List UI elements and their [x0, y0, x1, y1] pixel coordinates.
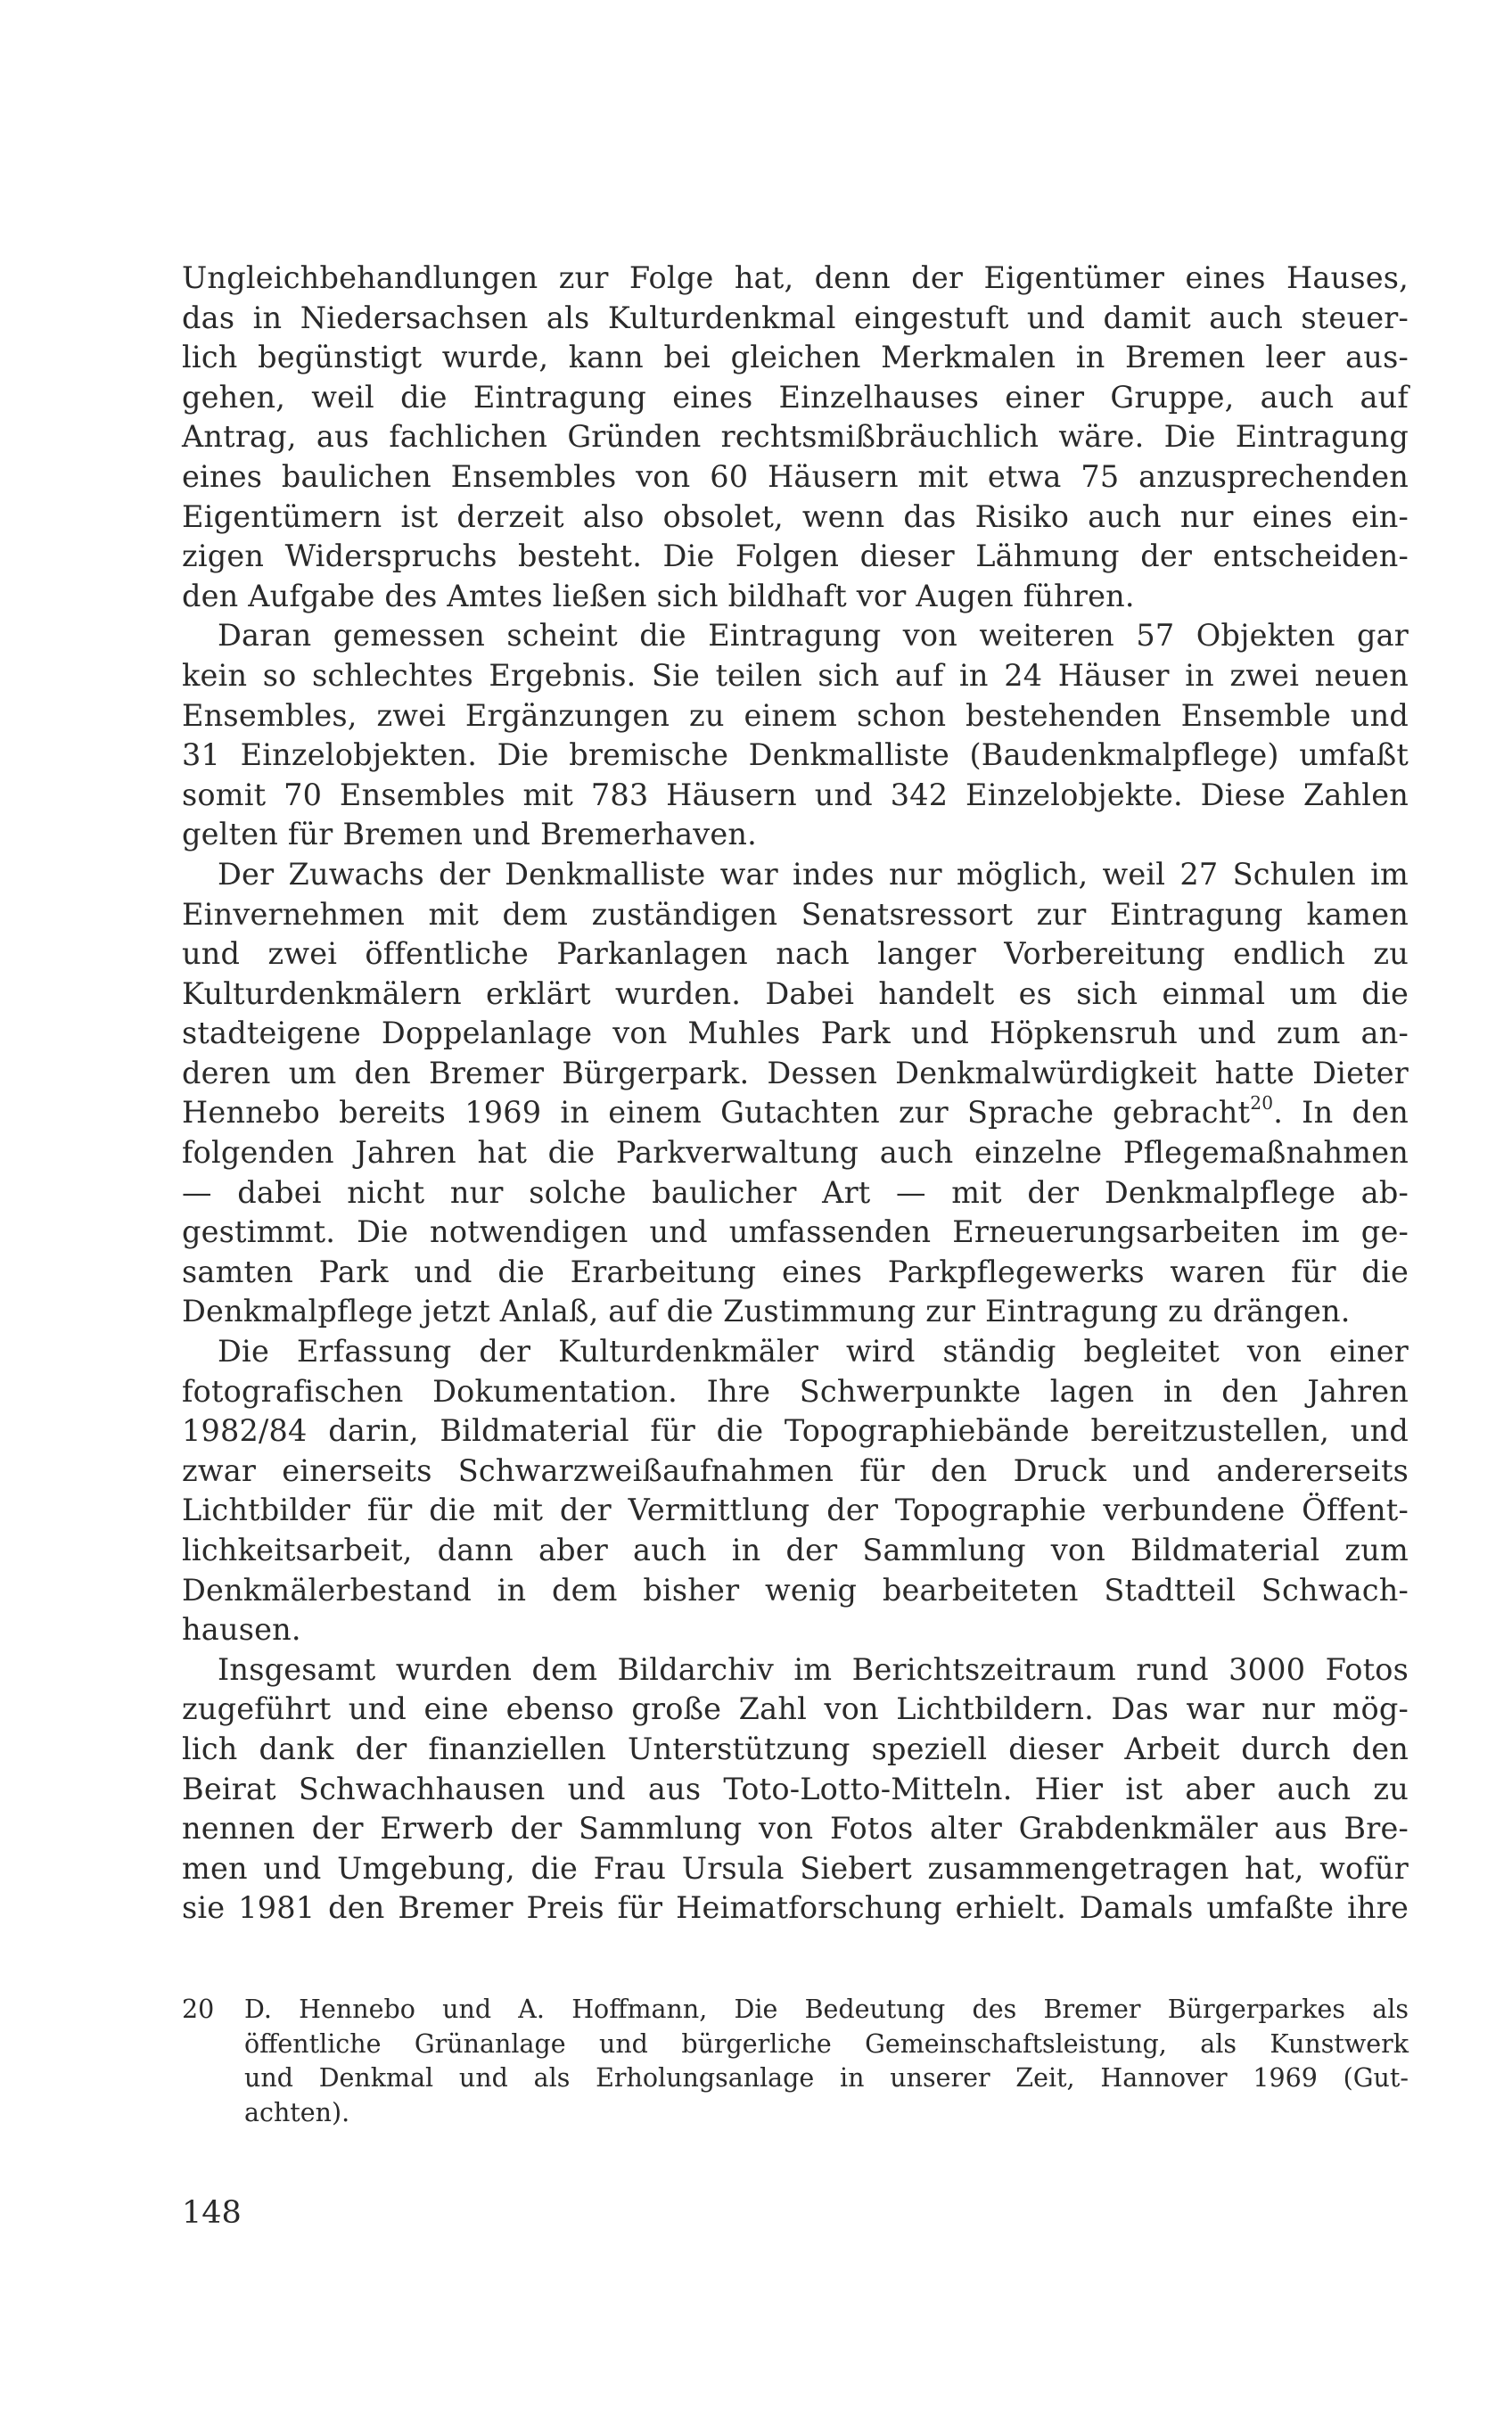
footnote-text [244, 1993, 1409, 2130]
footnotes [182, 1993, 1409, 2130]
text-line [182, 1253, 1409, 1293]
text-line-content: samten Park und die Erarbeitung eines Parkpflegewerks waren für die [182, 1254, 1409, 1289]
text-line [182, 1650, 1409, 1691]
text-line-content: 1982/84 darin, Bildmaterial für die Topographiebände bereitzustellen, und [182, 1413, 1409, 1449]
text-line-continuation: . In den [1273, 1095, 1409, 1131]
text-line-content: Ungleichbehandlungen zur Folge hat, denn der Eigentümer eines Hauses, [182, 260, 1409, 295]
text-line [182, 1491, 1409, 1531]
text-line-content: und zwei öffentliche Parkanlagen nach langer Vorbereitung endlich zu [182, 936, 1409, 972]
text-line-content: lich begünstigt wurde, kann bei gleichen Merkmalen in Bremen leer aus- [182, 340, 1409, 375]
text-line [182, 498, 1409, 538]
text-line-content: Insgesamt wurden dem Bildarchiv im Berichtszeitraum rund 3000 Fotos [218, 1651, 1409, 1687]
text-line [182, 457, 1409, 498]
text-line [182, 299, 1409, 339]
text-line-content: sie 1981 den Bremer Preis für Heimatforschung erhielt. Damals umfaßte ihre [182, 1890, 1409, 1926]
text-line [182, 1213, 1409, 1253]
text-line-content: Einvernehmen mit dem zuständigen Senatsressort zur Eintragung kamen [182, 896, 1409, 932]
text-line-content: fotografischen Dokumentation. Ihre Schwerpunkte lagen in den Jahren [182, 1373, 1409, 1409]
footnote-number: 20 [182, 1995, 215, 2024]
text-line [182, 855, 1409, 895]
text-line-content: — dabei nicht nur solche baulicher Art — mit der Denkmalpflege ab- [182, 1174, 1409, 1210]
text-line-content: folgenden Jahren hat die Parkverwaltung auch einzelne Pflegemaßnahmen [182, 1135, 1409, 1171]
text-line [182, 1292, 1409, 1332]
footnote-reference: 20 [1250, 1092, 1274, 1115]
text-line-content: Daran gemessen scheint die Eintragung von weiteren 57 Objekten gar [218, 618, 1409, 654]
text-line-content: Die Erfassung der Kulturdenkmäler wird ständig begleitet von einer [218, 1334, 1409, 1370]
text-line [182, 537, 1409, 577]
text-line-content: Lichtbilder für die mit der Vermittlung der Topographie verbundene Öffent- [182, 1493, 1409, 1528]
text-line [182, 1690, 1409, 1730]
text-line [182, 616, 1409, 656]
footnote-line: D. Hennebo und A. Hoffmann, Die Bedeutung des Bremer Bürgerparkes als [244, 1995, 1409, 2024]
text-line-content: Beirat Schwachhausen und aus Toto-Lotto-Mitteln. Hier ist aber auch zu [182, 1771, 1409, 1806]
text-line [182, 776, 1409, 816]
text-line [182, 895, 1409, 935]
text-line-content: gestimmt. Die notwendigen und umfassenden Erneuerungsarbeiten im ge- [182, 1214, 1409, 1250]
text-line-content: lich dank der finanziellen Unterstützung speziell dieser Arbeit durch den [182, 1731, 1409, 1766]
text-line [182, 934, 1409, 975]
text-line [182, 815, 1409, 855]
text-line [182, 1730, 1409, 1770]
text-line [182, 1014, 1409, 1054]
text-line-content: Denkmalpflege jetzt Anlaß, auf die Zustimmung zur Eintragung zu drängen. [182, 1294, 1351, 1329]
footnote-line: achten). [244, 2097, 350, 2127]
page-number: 148 [182, 2195, 242, 2231]
text-line [182, 378, 1409, 418]
text-line [182, 417, 1409, 457]
text-line-content: hausen. [182, 1612, 301, 1648]
text-line-content: eines baulichen Ensembles von 60 Häusern mit etwa 75 anzusprechenden [182, 458, 1409, 494]
text-line-content: den Aufgabe des Amtes ließen sich bildhaft vor Augen führen. [182, 578, 1135, 613]
text-line [182, 1610, 1409, 1650]
text-line-content: lichkeitsarbeit, dann aber auch in der Sammlung von Bildmaterial zum [182, 1533, 1409, 1567]
text-line-content: gehen, weil die Eintragung eines Einzelhauses einer Gruppe, auch auf [182, 379, 1409, 415]
text-line [182, 338, 1409, 378]
text-line [182, 1452, 1409, 1492]
text-line-content: zugeführt und eine ebenso große Zahl von Lichtbildern. Das war nur mög- [182, 1691, 1409, 1727]
text-line [182, 259, 1409, 299]
footnote-line: und Denkmal und als Erholungsanlage in unserer Zeit, Hannover 1969 (Gut- [244, 2063, 1409, 2093]
text-line-content: deren um den Bremer Bürgerpark. Dessen Denkmalwürdigkeit hatte Dieter [182, 1055, 1409, 1090]
text-line-content: Der Zuwachs der Denkmalliste war indes nur möglich, weil 27 Schulen im [218, 856, 1409, 892]
text-line [182, 975, 1409, 1015]
text-line-content: Antrag, aus fachlichen Gründen rechtsmißbräuchlich wäre. Die Eintragung [182, 419, 1409, 455]
text-line [182, 1531, 1409, 1571]
text-line-content: stadteigene Doppelanlage von Muhles Park und Höpkensruh und zum an- [182, 1016, 1409, 1051]
text-line-content: das in Niedersachsen als Kulturdenkmal eingestuft und damit auch steuer- [182, 300, 1409, 335]
footnote-line: öffentliche Grünanlage und bürgerliche Gemeinschaftsleistung, als Kunstwerk [244, 2028, 1409, 2059]
text-line-content: Hennebo bereits 1969 in einem Gutachten zur Sprache gebracht [182, 1095, 1251, 1131]
text-line [182, 1372, 1409, 1412]
text-line-content: gelten für Bremen und Bremerhaven. [182, 817, 758, 852]
footnote-20 [182, 1993, 1409, 2130]
text-line-content: Denkmälerbestand in dem bisher wenig bearbeiteten Stadtteil Schwach- [182, 1572, 1409, 1608]
text-line-content: kein so schlechtes Ergebnis. Sie teilen sich auf in 24 Häuser in zwei neuen [182, 657, 1409, 693]
text-line-content: zigen Widerspruchs besteht. Die Folgen dieser Lähmung der entscheiden- [182, 539, 1409, 574]
text-line [182, 656, 1409, 696]
text-line [182, 1332, 1409, 1372]
text-line [182, 1571, 1409, 1611]
text-line [182, 696, 1409, 736]
text-line [182, 1809, 1409, 1849]
text-line [182, 1888, 1409, 1929]
text-line-content: Ensembles, zwei Ergänzungen zu einem schon bestehenden Ensemble und [182, 697, 1409, 733]
body-text [182, 259, 1409, 1929]
text-line [182, 1093, 1409, 1133]
text-line [182, 577, 1409, 617]
text-line-content: zwar einerseits Schwarzweißaufnahmen für den Druck und andererseits [182, 1452, 1409, 1488]
text-line-content: 31 Einzelobjekten. Die bremische Denkmalliste (Baudenkmalpflege) umfaßt [182, 737, 1409, 773]
text-line-content: somit 70 Ensembles mit 783 Häusern und 342 Einzelobjekte. Diese Zahlen [182, 777, 1409, 812]
text-line [182, 1849, 1409, 1889]
text-line [182, 736, 1409, 776]
text-line [182, 1054, 1409, 1094]
text-line [182, 1770, 1409, 1810]
text-line-content: Kulturdenkmälern erklärt wurden. Dabei handelt es sich einmal um die [182, 975, 1409, 1011]
text-line-content: men und Umgebung, die Frau Ursula Siebert zusammengetragen hat, wofür [182, 1850, 1409, 1886]
text-line [182, 1173, 1409, 1213]
text-line [182, 1411, 1409, 1452]
text-line [182, 1133, 1409, 1173]
text-line-content: Eigentümern ist derzeit also obsolet, wenn das Risiko auch nur eines ein- [182, 498, 1409, 534]
text-line-content: nennen der Erwerb der Sammlung von Fotos alter Grabdenkmäler aus Bre- [182, 1811, 1409, 1847]
